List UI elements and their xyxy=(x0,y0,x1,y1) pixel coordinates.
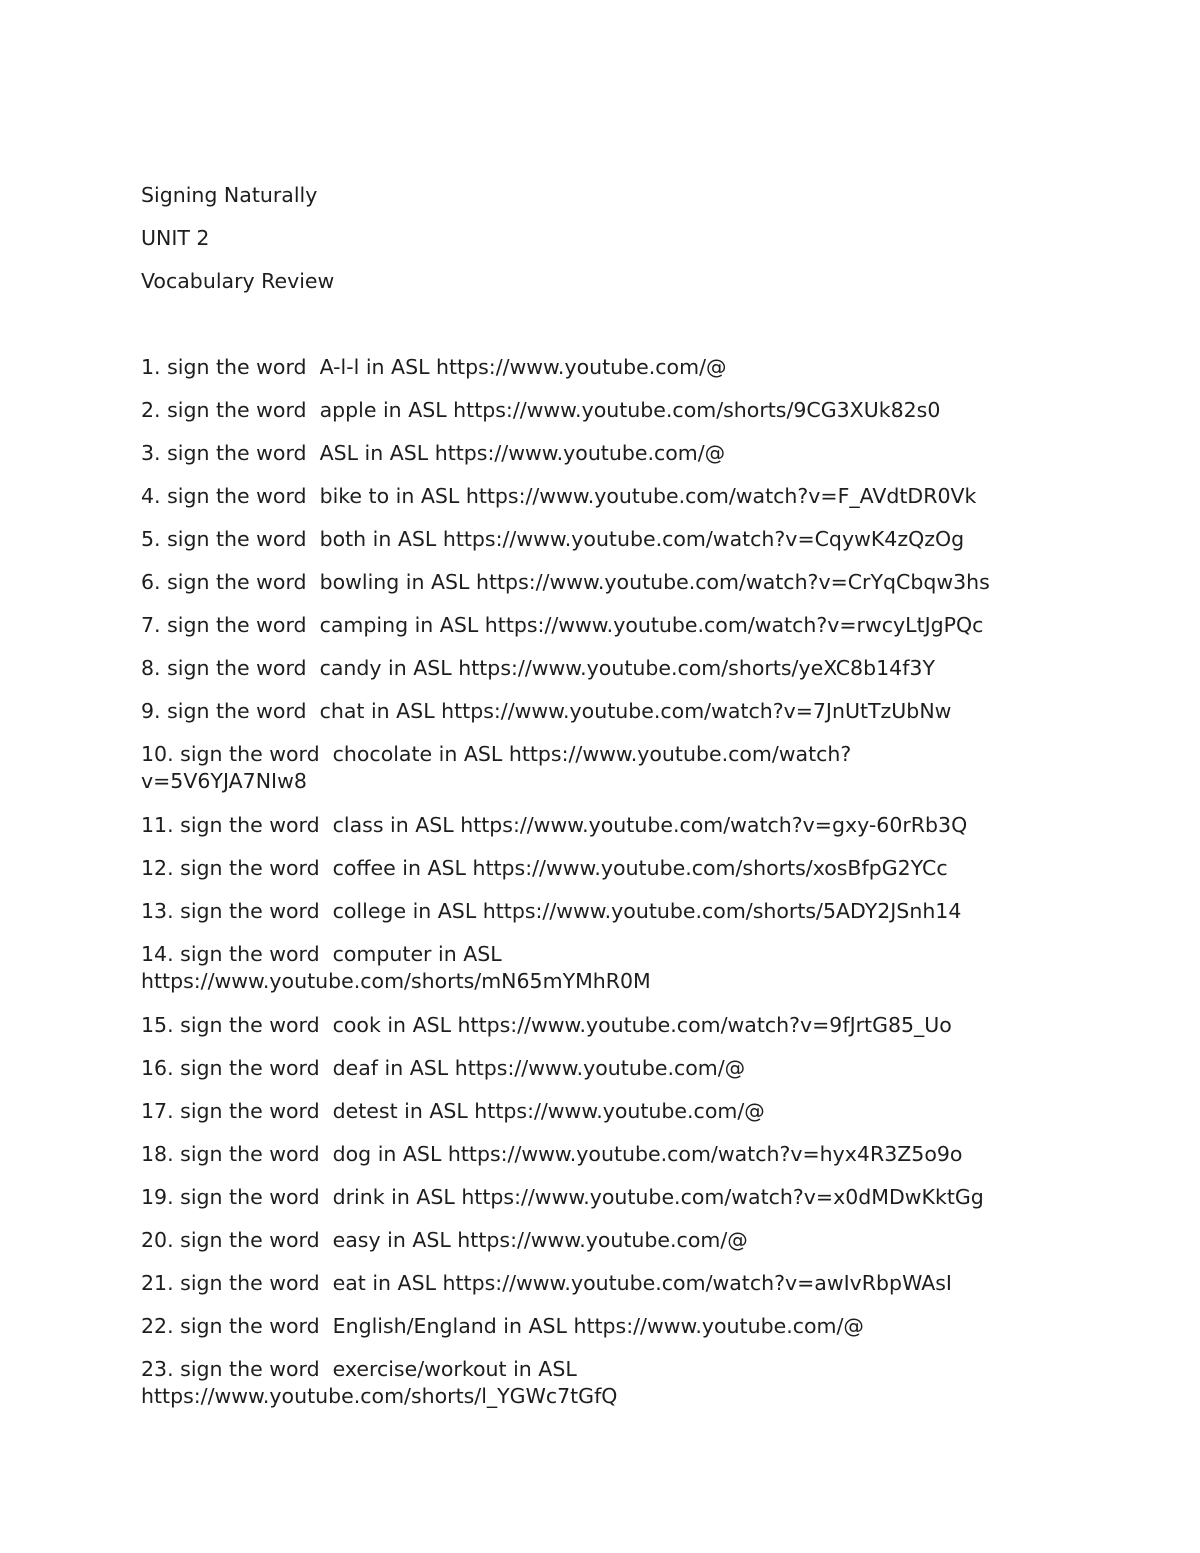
vocabulary-item xyxy=(141,569,1061,596)
item-text: sign the word college in ASL https://www.youtube.com/shorts/5ADY2JSnh14 xyxy=(180,899,962,923)
item-number: 8. xyxy=(141,656,161,680)
vocabulary-item xyxy=(141,440,1061,467)
vocabulary-item xyxy=(141,483,1061,510)
vocabulary-item xyxy=(141,1270,1061,1297)
item-text: sign the word both in ASL https://www.youtube.com/watch?v=CqywK4zQzOg xyxy=(167,527,965,551)
vocabulary-list xyxy=(141,354,1061,1410)
item-text: sign the word class in ASL https://www.youtube.com/watch?v=gxy-60rRb3Q xyxy=(180,813,968,837)
item-number: 1. xyxy=(141,355,161,379)
item-text: sign the word ASL in ASL https://www.youtube.com/@ xyxy=(167,441,726,465)
item-number: 22. xyxy=(141,1314,174,1338)
item-number: 16. xyxy=(141,1056,174,1080)
item-text: sign the word A-l-l in ASL https://www.youtube.com/@ xyxy=(167,355,727,379)
item-text: sign the word drink in ASL https://www.youtube.com/watch?v=x0dMDwKktGg xyxy=(180,1185,984,1209)
vocabulary-item xyxy=(141,354,1061,381)
vocabulary-item xyxy=(141,655,1061,682)
item-number: 23. xyxy=(141,1357,174,1381)
vocabulary-item xyxy=(141,1227,1061,1254)
item-number: 3. xyxy=(141,441,161,465)
item-text: sign the word apple in ASL https://www.youtube.com/shorts/9CG3XUk82s0 xyxy=(167,398,941,422)
vocabulary-item xyxy=(141,855,1061,882)
item-number: 15. xyxy=(141,1013,174,1037)
vocabulary-item xyxy=(141,1098,1061,1125)
item-text: sign the word exercise/workout in ASL xyxy=(180,1357,577,1381)
item-text: sign the word chocolate in ASL https://www.youtube.com/watch? xyxy=(180,742,852,766)
item-number: 2. xyxy=(141,398,161,422)
section-subtitle: Vocabulary Review xyxy=(141,269,335,293)
unit-heading: UNIT 2 xyxy=(141,226,210,250)
item-text: sign the word camping in ASL https://www.youtube.com/watch?v=rwcyLtJgPQc xyxy=(167,613,984,637)
vocabulary-item xyxy=(141,1141,1061,1168)
vocabulary-item xyxy=(141,1356,1061,1410)
vocabulary-item xyxy=(141,898,1061,925)
item-text: sign the word detest in ASL https://www.youtube.com/@ xyxy=(180,1099,765,1123)
vocabulary-item xyxy=(141,741,1061,795)
item-text-continued: https://www.youtube.com/shorts/l_YGWc7tGfQ xyxy=(141,1384,618,1408)
vocabulary-item xyxy=(141,1313,1061,1340)
item-number: 5. xyxy=(141,527,161,551)
document-body xyxy=(141,182,1061,1427)
document-title: Signing Naturally xyxy=(141,183,318,207)
vocabulary-item xyxy=(141,397,1061,424)
item-text: sign the word dog in ASL https://www.youtube.com/watch?v=hyx4R3Z5o9o xyxy=(180,1142,963,1166)
item-text: sign the word English/England in ASL https://www.youtube.com/@ xyxy=(180,1314,864,1338)
item-number: 20. xyxy=(141,1228,174,1252)
item-text: sign the word deaf in ASL https://www.youtube.com/@ xyxy=(180,1056,746,1080)
spacer xyxy=(141,311,1061,354)
vocabulary-item xyxy=(141,698,1061,725)
item-text: sign the word cook in ASL https://www.youtube.com/watch?v=9fJrtG85_Uo xyxy=(180,1013,952,1037)
item-text: sign the word bike to in ASL https://www.youtube.com/watch?v=F_AVdtDR0Vk xyxy=(167,484,977,508)
vocabulary-item xyxy=(141,1012,1061,1039)
item-number: 6. xyxy=(141,570,161,594)
vocabulary-item xyxy=(141,941,1061,995)
item-text: sign the word chat in ASL https://www.youtube.com/watch?v=7JnUtTzUbNw xyxy=(167,699,952,723)
item-text-continued: https://www.youtube.com/shorts/mN65mYMhR0M xyxy=(141,969,651,993)
item-text: sign the word coffee in ASL https://www.youtube.com/shorts/xosBfpG2YCc xyxy=(180,856,948,880)
item-text: sign the word eat in ASL https://www.youtube.com/watch?v=awIvRbpWAsI xyxy=(180,1271,952,1295)
vocabulary-item xyxy=(141,526,1061,553)
vocabulary-item xyxy=(141,612,1061,639)
item-number: 4. xyxy=(141,484,161,508)
item-number: 19. xyxy=(141,1185,174,1209)
vocabulary-item xyxy=(141,1055,1061,1082)
item-number: 10. xyxy=(141,742,174,766)
item-text: sign the word candy in ASL https://www.youtube.com/shorts/yeXC8b14f3Y xyxy=(167,656,935,680)
vocabulary-item xyxy=(141,812,1061,839)
item-text: sign the word easy in ASL https://www.youtube.com/@ xyxy=(180,1228,748,1252)
item-number: 13. xyxy=(141,899,174,923)
item-text: sign the word bowling in ASL https://www.youtube.com/watch?v=CrYqCbqw3hs xyxy=(167,570,990,594)
item-text-continued: v=5V6YJA7NIw8 xyxy=(141,769,307,793)
item-number: 12. xyxy=(141,856,174,880)
item-number: 9. xyxy=(141,699,161,723)
item-number: 17. xyxy=(141,1099,174,1123)
item-number: 14. xyxy=(141,942,174,966)
item-number: 21. xyxy=(141,1271,174,1295)
item-text: sign the word computer in ASL xyxy=(180,942,502,966)
item-number: 7. xyxy=(141,613,161,637)
vocabulary-item xyxy=(141,1184,1061,1211)
item-number: 11. xyxy=(141,813,174,837)
item-number: 18. xyxy=(141,1142,174,1166)
